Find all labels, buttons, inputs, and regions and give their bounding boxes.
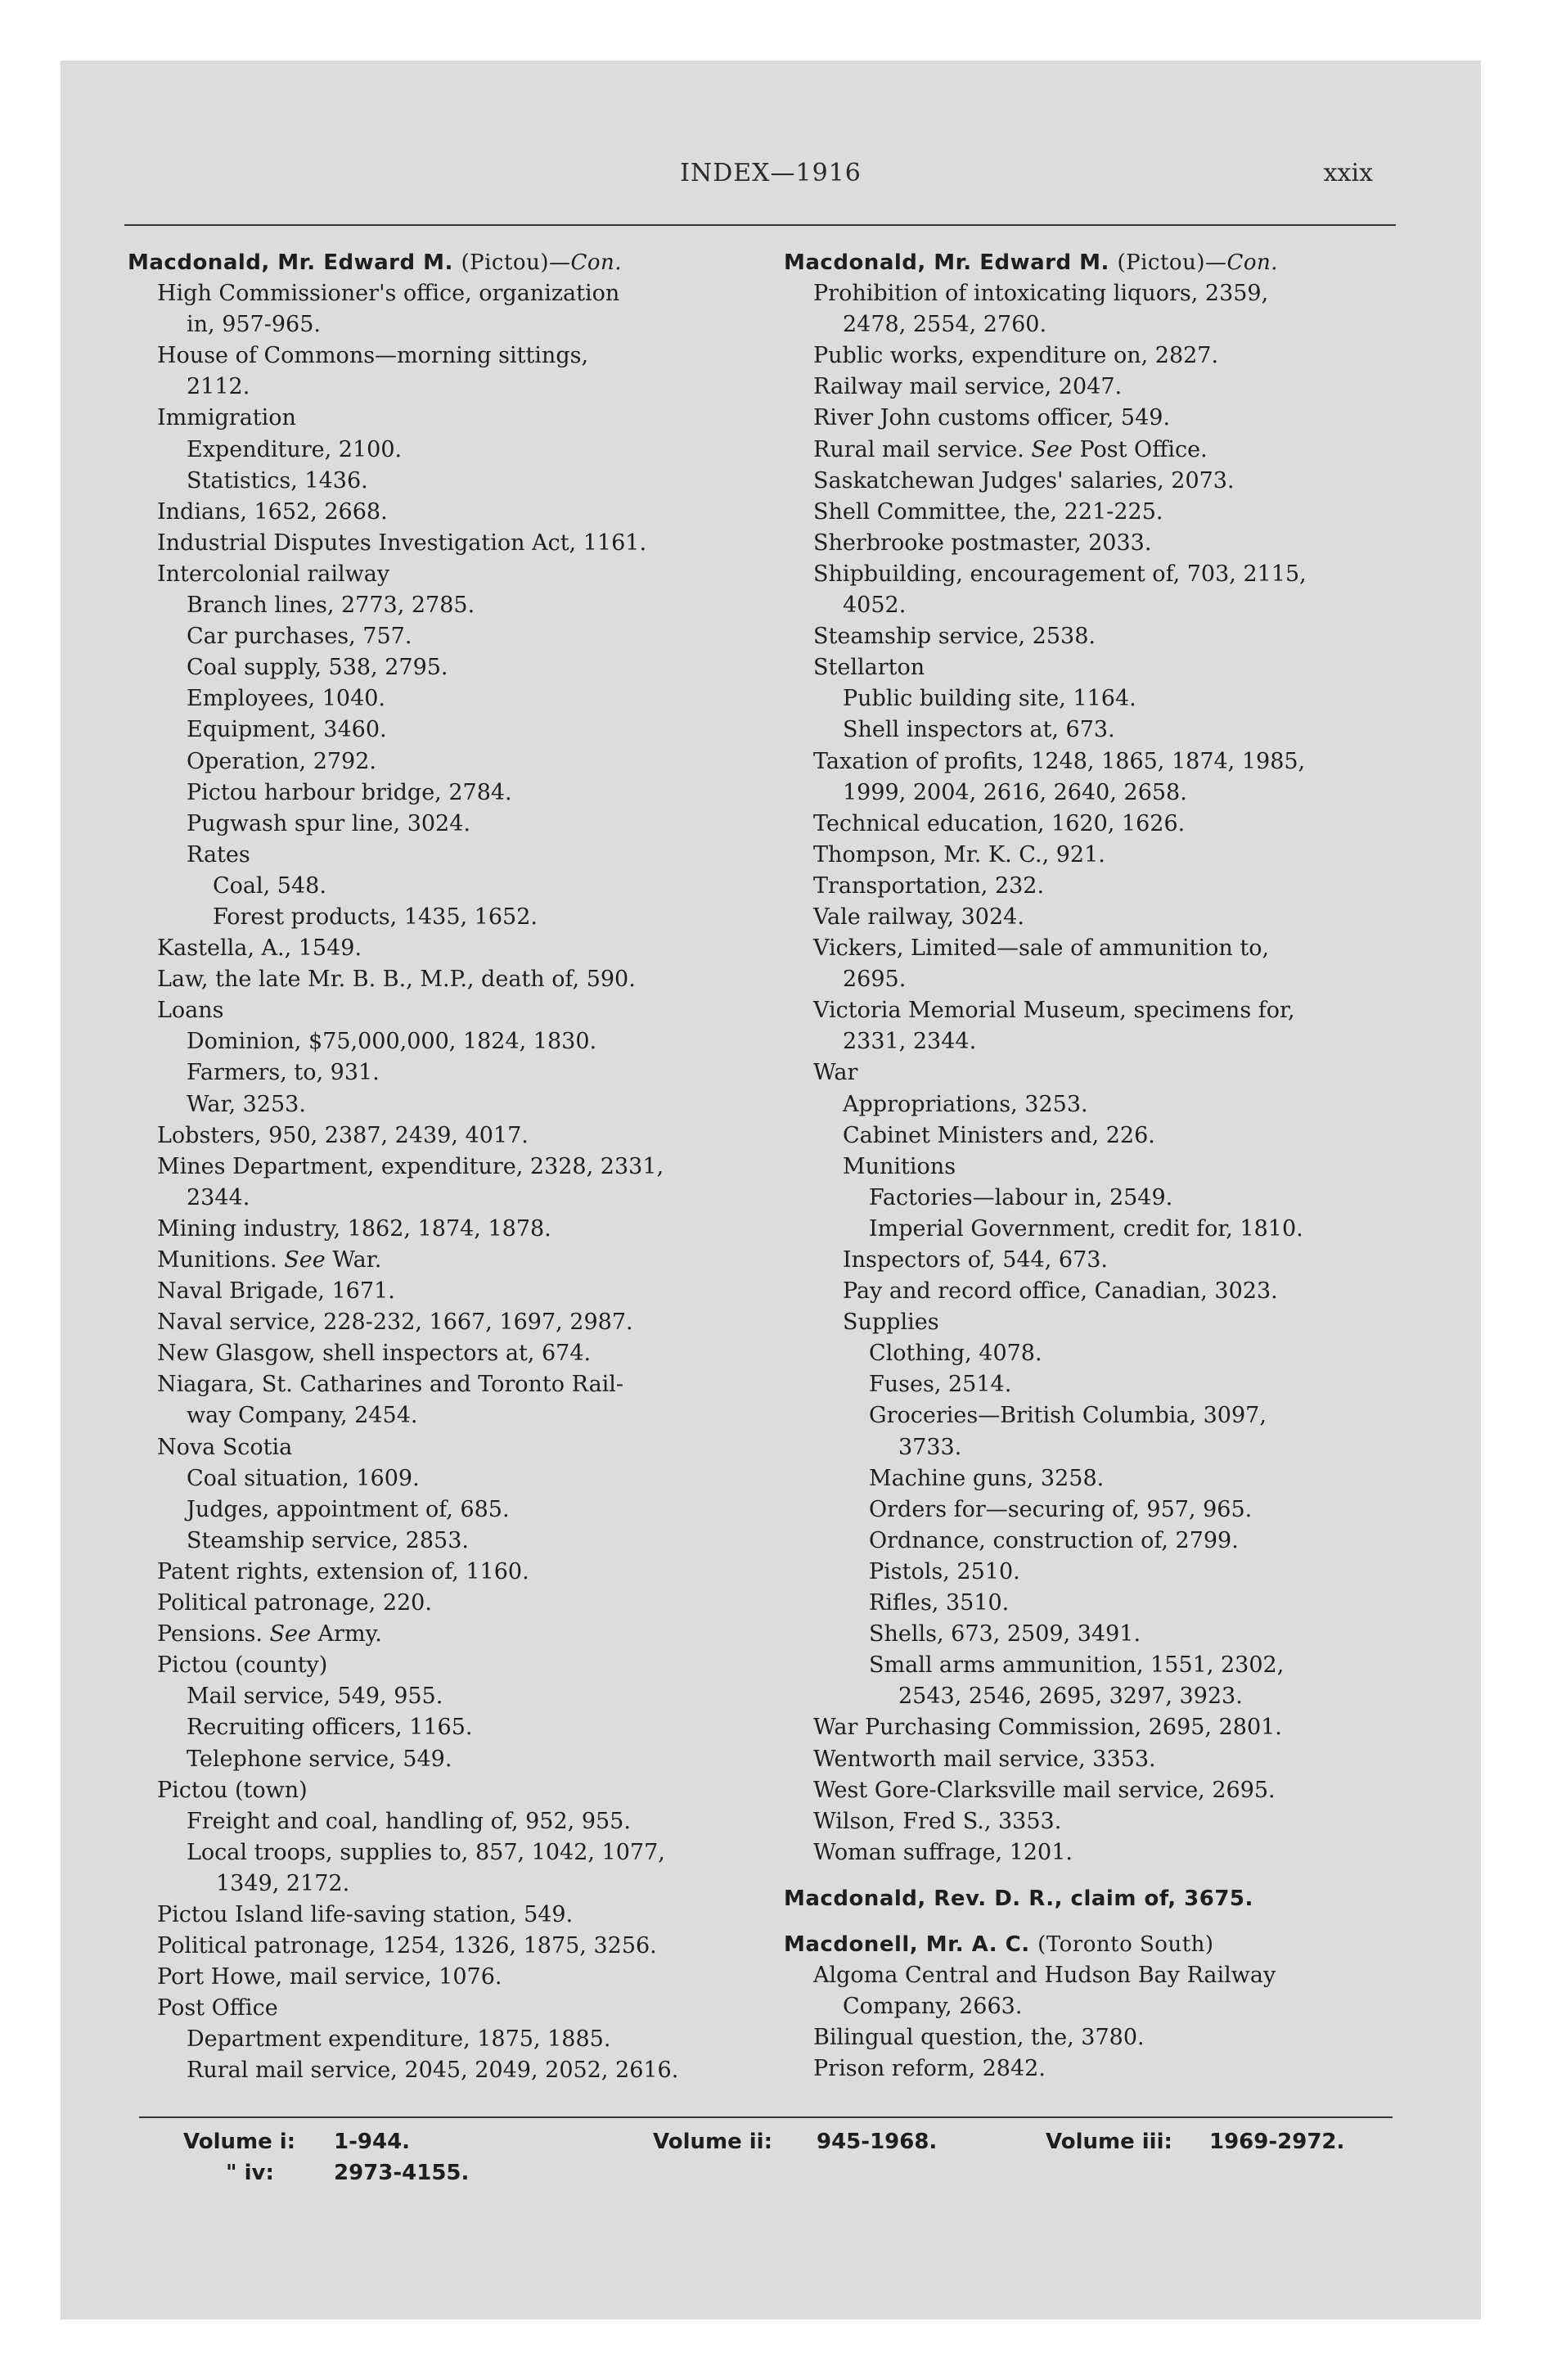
index-entry — [128, 1152, 828, 1183]
index-heading — [784, 1883, 1455, 1914]
entry-text: Pensions. — [157, 1621, 270, 1648]
volume-range: 945-1968. — [817, 2130, 938, 2154]
index-entry — [784, 1837, 1455, 1868]
constituency: (Toronto South) — [1037, 1931, 1214, 1957]
index-entry — [128, 746, 828, 778]
see-target: War. — [325, 1247, 382, 1273]
see-reference: See — [269, 1621, 311, 1648]
entry-text: 2344. — [187, 1184, 250, 1210]
index-entry — [784, 746, 1455, 778]
index-entry — [784, 372, 1455, 403]
entry-text: Department expenditure, 1875, 1885. — [187, 2026, 611, 2053]
index-entry — [128, 778, 828, 809]
entry-text: Wilson, Fred S., 3353. — [813, 1808, 1062, 1834]
index-entry — [784, 995, 1455, 1026]
index-entry — [128, 435, 828, 466]
entry-text: Equipment, 3460. — [187, 717, 387, 743]
entry-text: Kastella, A., 1549. — [157, 935, 362, 962]
volume-range: 2973-4155. — [334, 2161, 470, 2185]
volume-label: " iv: — [226, 2161, 274, 2185]
index-entry — [784, 1960, 1455, 1991]
index-entry — [128, 528, 828, 559]
entry-text: West Gore-Clarksville mail service, 2695. — [813, 1777, 1276, 1803]
index-entry — [784, 497, 1455, 528]
entry-text: Taxation of profits, 1248, 1865, 1874, 1985, — [813, 748, 1306, 774]
index-entry — [784, 1120, 1455, 1152]
entry-text: Dominion, $75,000,000, 1824, 1830. — [187, 1029, 597, 1055]
index-entry — [784, 466, 1455, 497]
volume-key-footer — [183, 2130, 1411, 2192]
index-entry — [784, 1057, 1455, 1089]
constituency: (Pictou)— — [461, 250, 571, 275]
entry-text: Steamship service, 2538. — [813, 624, 1096, 650]
index-entry — [784, 403, 1455, 434]
index-entry — [784, 1775, 1455, 1806]
entry-text: Rural mail service, 2045, 2049, 2052, 2616. — [187, 2058, 679, 2084]
scanned-page — [61, 61, 1481, 2319]
index-entry — [784, 1557, 1455, 1588]
entry-text: 2331, 2344. — [843, 1029, 977, 1055]
entry-text: Shells, 673, 2509, 3491. — [869, 1621, 1141, 1648]
entry-text: Pictou (town) — [157, 1777, 308, 1803]
index-entry — [784, 1712, 1455, 1743]
entry-text: Naval Brigade, 1671. — [157, 1278, 395, 1305]
constituency: (Pictou)— — [1117, 250, 1227, 275]
entry-text: Bilingual question, the, 3780. — [813, 2025, 1145, 2051]
see-reference: See — [284, 1247, 326, 1273]
entry-text: Imperial Government, credit for, 1810. — [869, 1215, 1303, 1242]
index-entry — [128, 1183, 828, 1214]
index-entry — [784, 2053, 1455, 2085]
index-entry — [784, 590, 1455, 621]
index-entry — [128, 1120, 828, 1152]
volume-key-row — [183, 2130, 1411, 2161]
entry-text: Machine guns, 3258. — [869, 1465, 1105, 1491]
index-entry — [128, 1089, 828, 1120]
index-entry — [784, 1214, 1455, 1245]
entry-text: Mail service, 549, 955. — [187, 1684, 443, 1710]
index-entry — [128, 840, 828, 871]
entry-text: 2112. — [187, 374, 250, 400]
index-entry — [128, 278, 828, 309]
entry-text: Judges, appointment of, 685. — [187, 1496, 510, 1522]
entry-text: Loans — [157, 998, 224, 1024]
entry-text: Branch lines, 2773, 2785. — [187, 593, 475, 619]
index-entry — [128, 933, 828, 964]
index-entry — [784, 340, 1455, 372]
entry-text: War — [813, 1060, 858, 1086]
entry-text: way Company, 2454. — [187, 1403, 418, 1429]
index-entry — [128, 1993, 828, 2024]
entry-text: 3733. — [898, 1434, 962, 1460]
index-entry — [784, 1026, 1455, 1057]
index-entry — [128, 1432, 828, 1463]
see-reference: See — [1031, 436, 1073, 462]
entry-text: Immigration — [157, 405, 296, 431]
index-entry — [128, 1557, 828, 1588]
entry-text: Groceries—British Columbia, 3097, — [869, 1403, 1267, 1429]
index-entry — [128, 1494, 828, 1526]
entry-text: Small arms ammunition, 1551, 2302, — [869, 1652, 1285, 1679]
index-entry — [784, 1463, 1455, 1494]
entry-text: Supplies — [843, 1309, 939, 1336]
index-entry — [784, 1619, 1455, 1650]
index-entry — [784, 278, 1455, 309]
entry-text: Appropriations, 3253. — [843, 1091, 1088, 1117]
entry-text: Lobsters, 950, 2387, 2439, 4017. — [157, 1122, 529, 1148]
index-entry — [128, 2024, 828, 2055]
index-entry — [128, 1588, 828, 1619]
index-entry — [784, 1245, 1455, 1276]
entry-text: Orders for—securing of, 957, 965. — [869, 1496, 1253, 1522]
index-entry — [128, 309, 828, 340]
volume-label: Volume i: — [183, 2130, 296, 2154]
index-entry — [128, 995, 828, 1026]
entry-text: War, 3253. — [187, 1091, 306, 1117]
entry-text: Mining industry, 1862, 1874, 1878. — [157, 1215, 551, 1242]
entry-text: Telephone service, 549. — [187, 1746, 452, 1772]
entry-text: New Glasgow, shell inspectors at, 674. — [157, 1341, 592, 1367]
index-entry — [128, 1245, 828, 1276]
entry-text: Post Office — [157, 1995, 278, 2022]
index-entry — [784, 1650, 1455, 1681]
entry-text: Employees, 1040. — [187, 686, 386, 712]
index-column-left — [128, 247, 828, 2087]
entry-text: Nova Scotia — [157, 1434, 293, 1460]
index-entry — [128, 1214, 828, 1245]
index-entry — [128, 403, 828, 434]
volume-key-row — [183, 2161, 1411, 2192]
index-entry — [784, 1806, 1455, 1837]
index-entry — [128, 1338, 828, 1369]
volume-label: Volume ii: — [653, 2130, 772, 2154]
entry-text: Recruiting officers, 1165. — [187, 1715, 473, 1741]
index-entry — [784, 621, 1455, 652]
index-entry — [784, 714, 1455, 746]
entry-text: Cabinet Ministers and, 226. — [843, 1122, 1155, 1148]
entry-text: High Commissioner's office, organization — [157, 281, 620, 307]
header-rule — [124, 224, 1396, 226]
index-entry — [128, 1806, 828, 1837]
entry-text: Technical education, 1620, 1626. — [813, 810, 1186, 836]
entry-text: Local troops, supplies to, 857, 1042, 1077, — [187, 1839, 665, 1865]
entry-text: Pictou Island life-saving station, 549. — [157, 1901, 574, 1927]
entry-text: Pay and record office, Canadian, 3023. — [843, 1278, 1278, 1305]
entry-text: Clothing, 4078. — [869, 1341, 1042, 1367]
index-entry — [128, 809, 828, 840]
entry-text: Macdonald, Mr. Edward M. — [784, 250, 1109, 275]
continued-mark: Con. — [1226, 250, 1279, 275]
entry-text: 2543, 2546, 2695, 3297, 3923. — [898, 1684, 1243, 1710]
index-entry — [128, 871, 828, 902]
index-entry — [128, 1307, 828, 1338]
entry-text: Vickers, Limited—sale of ammunition to, — [813, 935, 1270, 962]
index-entry — [784, 652, 1455, 683]
entry-text: Factories—labour in, 2549. — [869, 1184, 1173, 1210]
entry-text: Thompson, Mr. K. C., 921. — [813, 841, 1105, 868]
index-entry — [784, 309, 1455, 340]
entry-text: Steamship service, 2853. — [187, 1527, 469, 1553]
entry-text: Munitions — [843, 1153, 956, 1179]
entry-text: Car purchases, 757. — [187, 624, 412, 650]
index-entry — [128, 1526, 828, 1557]
entry-text: in, 957-965. — [187, 312, 321, 338]
index-entry — [784, 1369, 1455, 1400]
index-entry — [128, 497, 828, 528]
continued-mark: Con. — [570, 250, 623, 275]
index-entry — [784, 964, 1455, 995]
entry-text: Political patronage, 220. — [157, 1590, 432, 1616]
index-entry — [784, 778, 1455, 809]
index-entry — [128, 1369, 828, 1400]
index-entry — [128, 372, 828, 403]
entry-text: Shipbuilding, encouragement of, 703, 2115, — [813, 561, 1307, 587]
entry-text: Operation, 2792. — [187, 748, 376, 774]
index-entry — [128, 964, 828, 995]
entry-text: Mines Department, expenditure, 2328, 2331, — [157, 1153, 664, 1179]
index-entry — [784, 1744, 1455, 1775]
entry-text: Niagara, St. Catharines and Toronto Rail- — [157, 1372, 624, 1398]
volume-label: Volume iii: — [1046, 2130, 1172, 2154]
index-entry — [784, 1307, 1455, 1338]
entry-text: Industrial Disputes Investigation Act, 1161. — [157, 530, 647, 556]
entry-text: 1999, 2004, 2616, 2640, 2658. — [843, 779, 1187, 805]
index-entry — [784, 933, 1455, 964]
entry-text: Public works, expenditure on, 2827. — [813, 343, 1219, 369]
entry-text: Political patronage, 1254, 1326, 1875, 3256. — [157, 1933, 657, 1959]
index-entry — [784, 840, 1455, 871]
index-heading — [128, 247, 828, 278]
index-entry — [128, 1681, 828, 1712]
index-heading — [784, 247, 1455, 278]
volume-range: 1-944. — [334, 2130, 411, 2154]
entry-text: Transportation, 232. — [813, 872, 1045, 899]
entry-text: Port Howe, mail service, 1076. — [157, 1964, 502, 1990]
entry-text: Company, 2663. — [843, 1994, 1023, 2020]
entry-text: Vale railway, 3024. — [813, 904, 1024, 930]
index-entry — [128, 1868, 828, 1900]
entry-text: Pugwash spur line, 3024. — [187, 810, 470, 836]
entry-text: Prison reform, 2842. — [813, 2056, 1046, 2082]
entry-text: Woman suffrage, 1201. — [813, 1839, 1073, 1865]
entry-text: Shell inspectors at, 673. — [843, 717, 1115, 743]
index-entry — [784, 528, 1455, 559]
entry-text: Fuses, 2514. — [869, 1372, 1012, 1398]
index-entry — [784, 1152, 1455, 1183]
index-entry — [128, 902, 828, 933]
index-entry — [784, 1681, 1455, 1712]
entry-text: War Purchasing Commission, 2695, 2801. — [813, 1715, 1282, 1741]
index-entry — [128, 559, 828, 590]
entry-text: Ordnance, construction of, 2799. — [869, 1527, 1239, 1553]
entry-text: Indians, 1652, 2668. — [157, 498, 388, 525]
index-entry — [128, 1650, 828, 1681]
index-entry — [128, 1026, 828, 1057]
index-entry — [128, 340, 828, 372]
footer-rule — [139, 2116, 1393, 2118]
index-entry — [128, 1057, 828, 1089]
entry-text: Victoria Memorial Museum, specimens for, — [813, 998, 1295, 1024]
entry-text: Shell Committee, the, 221-225. — [813, 498, 1163, 525]
index-entry — [128, 621, 828, 652]
index-entry — [128, 1463, 828, 1494]
entry-text: Macdonald, Rev. D. R., claim of, 3675. — [784, 1886, 1253, 1911]
entry-text: Pictou harbour bridge, 2784. — [187, 779, 512, 805]
entry-text: Macdonald, Mr. Edward M. — [128, 250, 453, 275]
entry-text: Munitions. — [157, 1247, 285, 1273]
index-entry — [128, 683, 828, 714]
entry-text: House of Commons—morning sittings, — [157, 343, 589, 369]
index-entry — [128, 1712, 828, 1743]
index-entry — [784, 1432, 1455, 1463]
entry-text: Forest products, 1435, 1652. — [213, 904, 538, 930]
index-heading — [784, 1929, 1455, 1960]
entry-text: Pistols, 2510. — [869, 1558, 1020, 1584]
entry-text: 4052. — [843, 593, 907, 619]
index-entry — [128, 1900, 828, 1931]
page-title: INDEX—1916 — [680, 159, 862, 187]
entry-text: Saskatchewan Judges' salaries, 2073. — [813, 467, 1235, 494]
index-entry — [128, 1276, 828, 1307]
entry-text: Coal situation, 1609. — [187, 1465, 420, 1491]
index-entry — [128, 1400, 828, 1431]
entry-text: Rates — [187, 841, 250, 868]
entry-text: Stellarton — [813, 655, 925, 681]
entry-text: 2478, 2554, 2760. — [843, 312, 1047, 338]
volume-range: 1969-2972. — [1209, 2130, 1345, 2154]
see-target: Post Office. — [1072, 436, 1208, 462]
index-column-right — [784, 247, 1455, 2085]
index-entry — [128, 1837, 828, 1868]
entry-text: Coal supply, 538, 2795. — [187, 655, 448, 681]
entry-text: River John customs officer, 549. — [813, 405, 1171, 431]
entry-text: Statistics, 1436. — [187, 467, 368, 494]
index-entry — [784, 2022, 1455, 2053]
entry-text: Algoma Central and Hudson Bay Railway — [813, 1963, 1276, 1989]
entry-text: Pictou (county) — [157, 1652, 328, 1679]
entry-text: Public building site, 1164. — [843, 686, 1136, 712]
entry-text: Rifles, 3510. — [869, 1590, 1010, 1616]
index-entry — [784, 1276, 1455, 1307]
index-entry — [128, 1962, 828, 1993]
entry-text: Prohibition of intoxicating liquors, 2359, — [813, 281, 1269, 307]
index-entry — [128, 2055, 828, 2086]
entry-text: 1349, 2172. — [216, 1870, 350, 1896]
index-entry — [128, 1619, 828, 1650]
index-entry — [784, 1991, 1455, 2022]
index-entry — [784, 435, 1455, 466]
index-entry — [784, 1089, 1455, 1120]
entry-text: Patent rights, extension of, 1160. — [157, 1558, 529, 1584]
entry-text: Freight and coal, handling of, 952, 955. — [187, 1808, 631, 1834]
index-entry — [128, 590, 828, 621]
index-entry — [784, 1494, 1455, 1526]
index-entry — [128, 652, 828, 683]
entry-text: Farmers, to, 931. — [187, 1060, 380, 1086]
entry-text: Coal, 548. — [213, 872, 326, 899]
index-entry — [128, 1744, 828, 1775]
index-entry — [784, 809, 1455, 840]
index-entry — [784, 1526, 1455, 1557]
index-entry — [784, 1588, 1455, 1619]
entry-text: Naval service, 228-232, 1667, 1697, 2987. — [157, 1309, 633, 1336]
entry-text: Rural mail service. — [813, 436, 1032, 462]
index-entry — [128, 1931, 828, 1962]
see-target: Army. — [310, 1621, 382, 1648]
page-number: xxix — [1323, 159, 1373, 187]
entry-text: 2695. — [843, 967, 907, 993]
index-entry — [784, 1338, 1455, 1369]
index-entry — [128, 466, 828, 497]
index-entry — [784, 683, 1455, 714]
entry-text: Expenditure, 2100. — [187, 436, 403, 462]
index-entry — [128, 714, 828, 746]
index-entry — [784, 871, 1455, 902]
index-entry — [784, 1183, 1455, 1214]
entry-text: Wentworth mail service, 3353. — [813, 1746, 1156, 1772]
index-entry — [784, 559, 1455, 590]
entry-text: Sherbrooke postmaster, 2033. — [813, 530, 1152, 556]
entry-text: Intercolonial railway — [157, 561, 390, 587]
entry-text: Law, the late Mr. B. B., M.P., death of, 590. — [157, 967, 636, 993]
entry-text: Macdonell, Mr. A. C. — [784, 1931, 1030, 1957]
index-entry — [784, 1400, 1455, 1431]
entry-text: Railway mail service, 2047. — [813, 374, 1123, 400]
index-entry — [784, 902, 1455, 933]
index-entry — [128, 1775, 828, 1806]
entry-text: Inspectors of, 544, 673. — [843, 1247, 1109, 1273]
